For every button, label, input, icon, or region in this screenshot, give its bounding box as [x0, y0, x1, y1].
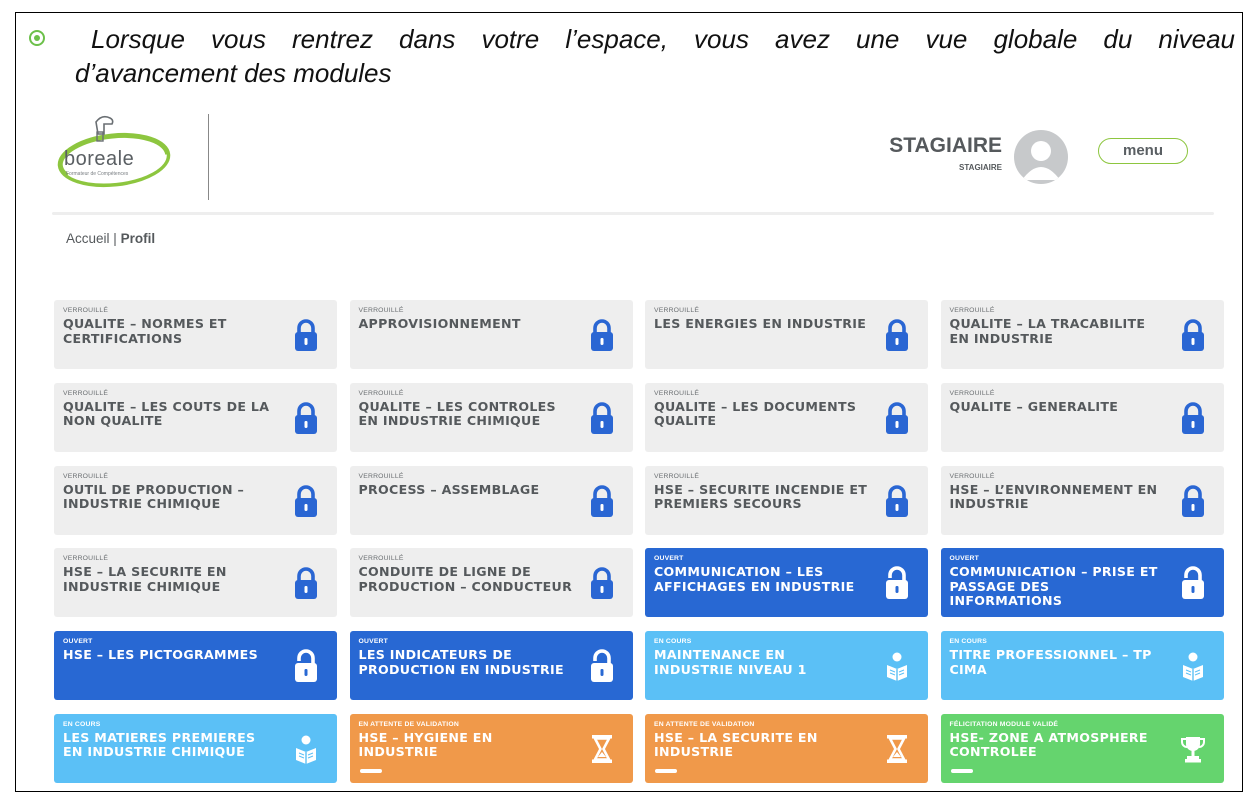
module-title: HSE – LES PICTOGRAMMES — [63, 647, 258, 663]
module-title: MAINTENANCE EN INDUSTRIE NIVEAU 1 — [654, 647, 807, 677]
module-tile[interactable] — [54, 714, 337, 783]
module-tile[interactable] — [645, 300, 928, 369]
bullet-icon — [29, 30, 45, 46]
module-status: VERROUILLÉ — [63, 307, 109, 314]
module-tile[interactable] — [54, 548, 337, 617]
breadcrumb — [66, 231, 155, 246]
module-status: VERROUILLÉ — [63, 472, 109, 480]
module-title: HSE – L’ENVIRONNEMENT EN INDUSTRIE — [949, 481, 1158, 512]
module-status: OUVERT — [949, 555, 980, 563]
intro-line-2: d’avancement des modules — [75, 58, 392, 88]
logo-tagline: Formateur de Compétences — [66, 171, 129, 177]
module-progress-bar — [951, 769, 973, 773]
module-tile[interactable] — [645, 714, 928, 783]
module-title: HSE- ZONE A ATMOSPHERE CONTROLEE — [949, 729, 1148, 760]
module-tile[interactable] — [54, 466, 337, 535]
intro-text — [75, 22, 1235, 90]
lock-icon — [293, 566, 319, 600]
intro-line-1: Lorsque vous rentrez dans votre l’espace, vous avez une vue globale du niveau — [91, 24, 1235, 54]
module-status: OUVERT — [358, 638, 389, 646]
module-status: VERROUILLÉ — [949, 307, 995, 314]
logo-divider — [208, 114, 209, 200]
lock-icon — [589, 318, 615, 352]
module-title: QUALITE – NORMES ET CERTIFICATIONS — [63, 316, 227, 346]
breadcrumb-current: Profil — [120, 231, 156, 246]
module-title: PROCESS – ASSEMBLAGE — [358, 481, 540, 497]
unlock-icon — [1180, 566, 1206, 600]
module-tile[interactable] — [941, 300, 1224, 369]
module-status: VERROUILLÉ — [63, 389, 109, 397]
avatar[interactable] — [1014, 130, 1068, 184]
module-grid — [54, 300, 1223, 783]
hourglass-icon — [589, 732, 615, 766]
module-tile[interactable] — [645, 383, 928, 452]
avatar-icon — [1014, 130, 1068, 184]
lock-icon — [589, 566, 615, 600]
module-tile[interactable] — [941, 631, 1224, 700]
lock-icon — [884, 318, 910, 352]
module-title: TITRE PROFESSIONNEL – TP CIMA — [949, 647, 1152, 677]
module-title: QUALITE – LES CONTROLES EN INDUSTRIE CHIMIQUE — [358, 398, 556, 429]
module-status: VERROUILLÉ — [358, 307, 404, 314]
unlock-icon — [589, 649, 615, 683]
user-name[interactable]: STAGIAIRE — [889, 134, 1002, 157]
lock-icon — [293, 318, 319, 352]
breadcrumb-home[interactable]: Accueil — [66, 231, 110, 246]
module-tile[interactable] — [350, 714, 633, 783]
module-title: QUALITE – GENERALITE — [949, 398, 1119, 414]
module-tile[interactable] — [941, 714, 1224, 783]
module-status: EN ATTENTE DE VALIDATION — [654, 720, 755, 728]
module-title: QUALITE – LA TRACABILITE EN INDUSTRIE — [949, 316, 1146, 346]
module-status: VERROUILLÉ — [949, 472, 995, 480]
module-tile[interactable] — [645, 631, 928, 700]
lock-icon — [1180, 484, 1206, 518]
module-tile[interactable] — [350, 631, 633, 700]
lock-icon — [1180, 401, 1206, 435]
module-tile[interactable] — [941, 548, 1224, 617]
module-status: OUVERT — [63, 638, 93, 646]
module-status: VERROUILLÉ — [654, 307, 700, 314]
module-tile[interactable] — [350, 383, 633, 452]
reader-icon — [884, 649, 910, 683]
lock-icon — [884, 401, 910, 435]
module-tile[interactable] — [645, 548, 928, 617]
module-title: HSE – LA SECURITE EN INDUSTRIE — [654, 729, 818, 760]
hourglass-icon — [884, 732, 910, 766]
module-status: FÉLICITATION MODULE VALIDÉ — [949, 720, 1059, 728]
module-progress-bar — [360, 769, 382, 773]
logo-wordmark: boreale — [64, 148, 135, 170]
module-tile[interactable] — [54, 300, 337, 369]
module-tile[interactable] — [941, 383, 1224, 452]
header-divider — [52, 212, 1214, 215]
module-title: HSE – HYGIENE EN INDUSTRIE — [358, 729, 493, 760]
module-title: QUALITE – LES DOCUMENTS QUALITE — [654, 398, 857, 429]
menu-button[interactable]: menu — [1098, 138, 1188, 164]
module-status: EN COURS — [949, 638, 987, 646]
module-tile[interactable] — [54, 631, 337, 700]
module-title: APPROVISIONNEMENT — [358, 316, 521, 331]
module-title: LES INDICATEURS DE PRODUCTION EN INDUSTRIE — [358, 647, 564, 677]
breadcrumb-separator: | — [113, 231, 117, 246]
lock-icon — [884, 484, 910, 518]
module-tile[interactable] — [54, 383, 337, 452]
module-progress-bar — [655, 769, 677, 773]
module-title: COMMUNICATION – PRISE ET PASSAGE DES INFORMATIONS — [949, 564, 1158, 609]
module-status: EN ATTENTE DE VALIDATION — [358, 720, 459, 728]
lock-icon — [589, 401, 615, 435]
trophy-icon — [1180, 732, 1206, 766]
module-status: VERROUILLÉ — [654, 472, 700, 480]
module-title: HSE – LA SECURITE EN INDUSTRIE CHIMIQUE — [63, 564, 227, 594]
module-status: VERROUILLÉ — [358, 555, 404, 563]
reader-icon — [293, 732, 319, 766]
module-title: OUTIL DE PRODUCTION – INDUSTRIE CHIMIQUE — [63, 481, 245, 512]
module-tile[interactable] — [350, 548, 633, 617]
module-status: VERROUILLÉ — [63, 555, 109, 563]
module-status: EN COURS — [63, 720, 101, 728]
module-tile[interactable] — [350, 300, 633, 369]
unlock-icon — [293, 649, 319, 683]
module-title: CONDUITE DE LIGNE DE PRODUCTION – CONDUCTEUR — [358, 564, 573, 594]
module-title: LES MATIERES PREMIERES EN INDUSTRIE CHIMIQUE — [63, 729, 256, 760]
module-tile[interactable] — [645, 466, 928, 535]
module-status: OUVERT — [654, 555, 684, 563]
module-title: HSE – SECURITE INCENDIE ET PREMIERS SECOURS — [654, 481, 868, 512]
lock-icon — [589, 484, 615, 518]
lock-icon — [293, 484, 319, 518]
module-status: VERROUILLÉ — [949, 389, 995, 397]
module-title: LES ENERGIES EN INDUSTRIE — [654, 316, 867, 331]
module-title: COMMUNICATION – LES AFFICHAGES EN INDUSTRIE — [654, 564, 855, 594]
user-role: STAGIAIRE — [959, 163, 1002, 172]
module-status: VERROUILLÉ — [358, 472, 404, 480]
module-status: VERROUILLÉ — [654, 389, 700, 397]
module-status: EN COURS — [654, 638, 692, 646]
unlock-icon — [884, 566, 910, 600]
module-tile[interactable] — [941, 466, 1224, 535]
module-title: QUALITE – LES COUTS DE LA NON QUALITE — [63, 398, 270, 429]
reader-icon — [1180, 649, 1206, 683]
lock-icon — [293, 401, 319, 435]
lock-icon — [1180, 318, 1206, 352]
module-status: VERROUILLÉ — [358, 389, 404, 397]
module-tile[interactable] — [350, 466, 633, 535]
